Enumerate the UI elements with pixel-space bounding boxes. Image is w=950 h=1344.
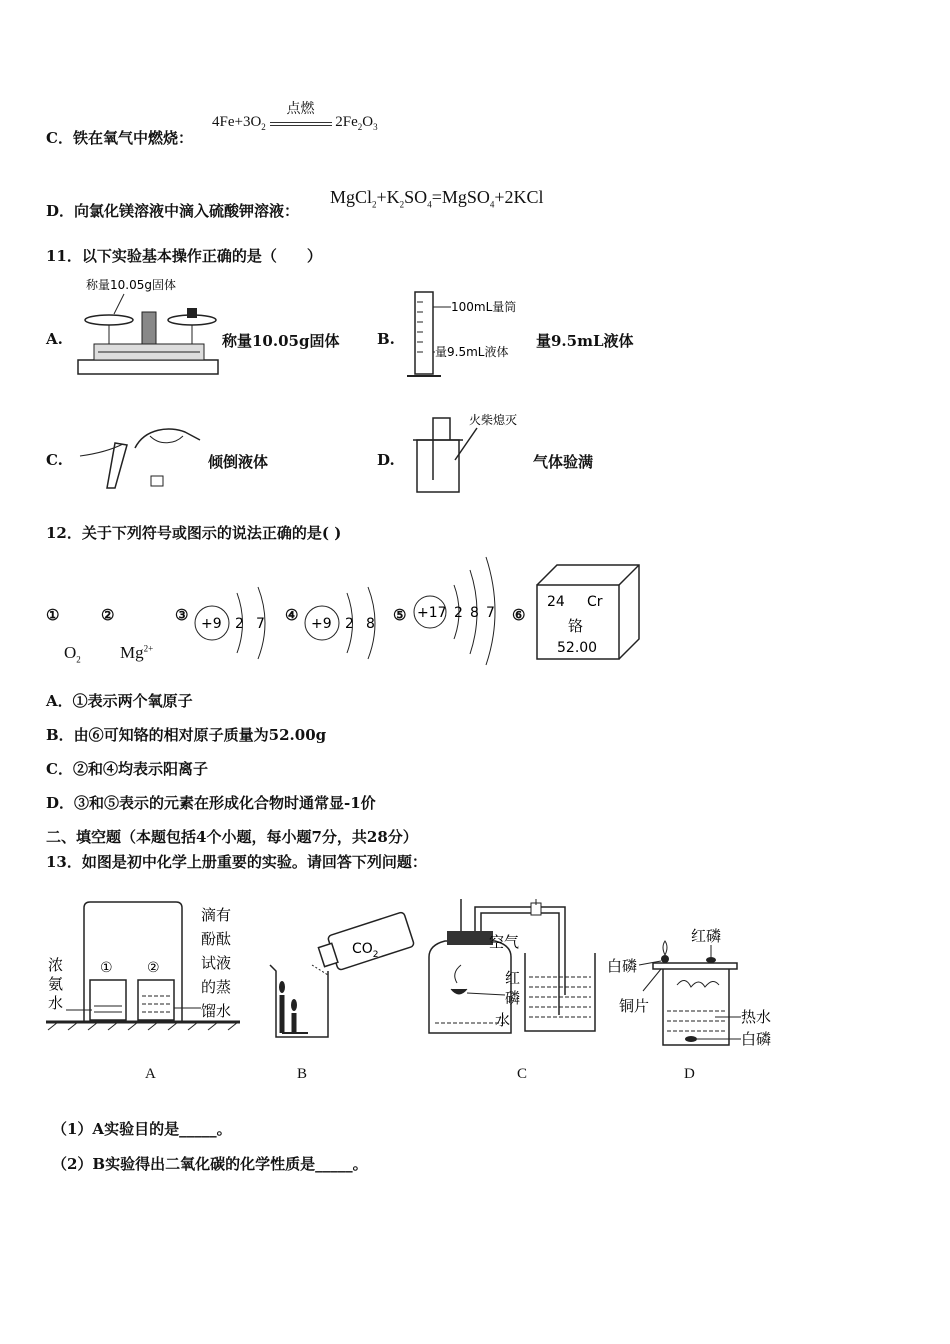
- svg-text:2: 2: [235, 616, 244, 632]
- atom-structure-5: [410, 555, 510, 665]
- q13-sub-question-1: （1）A实验目的是_____。: [52, 1120, 232, 1138]
- pouring-liquid-figure: [75, 418, 205, 493]
- svg-text:7: 7: [256, 616, 265, 632]
- svg-text:铬: 铬: [568, 617, 584, 635]
- q12-symbol-o2: $O_2$: [64, 643, 81, 665]
- svg-text:水: 水: [48, 994, 64, 1012]
- svg-text:白磷: 白磷: [741, 1030, 772, 1048]
- figure-d-combustion-conditions: [605, 925, 780, 1050]
- q12-option-c: C．②和④均表示阳离子: [46, 760, 208, 778]
- svg-text:①: ①: [100, 960, 113, 976]
- q10-option-d-label: D．向氯化镁溶液中滴入硫酸钾溶液：: [46, 202, 300, 220]
- q12-item-4-number: ④: [285, 606, 299, 624]
- svg-text:红: 红: [505, 969, 521, 987]
- q11-option-d-text: 气体验满: [533, 453, 594, 471]
- q12-option-a: A．①表示两个氧原子: [46, 692, 193, 710]
- figure-d-caption: D: [684, 1066, 695, 1082]
- co2-label: $CO_2$: [352, 941, 379, 960]
- eq-condition: 点燃: [270, 114, 332, 126]
- q12-symbol-mg: $Mg^{2+}$: [120, 643, 154, 662]
- svg-text:试液: 试液: [201, 954, 232, 972]
- q12-item-2-number: ②: [101, 606, 115, 624]
- graduated-cylinder-figure: [405, 288, 540, 383]
- q13-sub-question-2: （2）B实验得出二氧化碳的化学性质是_____。: [52, 1155, 368, 1173]
- figure-a-caption: A: [145, 1066, 156, 1082]
- svg-text:8: 8: [470, 605, 479, 621]
- q11-option-b-letter: B.: [377, 330, 395, 348]
- figure-c-caption: C: [517, 1066, 528, 1082]
- section-2-heading: 二、填空题（本题包括4个小题，每小题7分，共28分）: [46, 828, 418, 846]
- svg-text:+9: +9: [311, 616, 332, 632]
- atom-structure-3: [192, 585, 272, 655]
- svg-text:8: 8: [366, 616, 375, 632]
- q12-item-1-number: ①: [46, 606, 60, 624]
- q10-option-d-equation: $MgCl_2+K_2SO_4=MgSO_4+2KCl$: [330, 187, 544, 210]
- q11-option-a-text: 称量10.05g固体: [222, 332, 340, 350]
- figure-c-oxygen-content: [425, 895, 605, 1040]
- element-cell-chromium: [535, 563, 645, 663]
- q12-option-b: B．由⑥可知铬的相对原子质量为52.00g: [46, 726, 327, 744]
- svg-text:水: 水: [495, 1011, 511, 1029]
- svg-text:Cr: Cr: [587, 594, 603, 610]
- q11-stem: 11．以下实验基本操作正确的是（ ）: [46, 247, 322, 265]
- svg-text:氨: 氨: [48, 975, 64, 993]
- svg-text:热水: 热水: [741, 1008, 772, 1026]
- svg-text:滴有: 滴有: [201, 906, 232, 924]
- svg-text:2: 2: [345, 616, 354, 632]
- q11-option-d-letter: D.: [377, 451, 395, 469]
- svg-text:+17: +17: [417, 605, 447, 621]
- svg-text:2: 2: [454, 605, 463, 621]
- gas-full-test-figure: [405, 410, 535, 495]
- eq-right: 2Fe: [335, 114, 358, 130]
- svg-text:磷: 磷: [505, 989, 521, 1007]
- balance-figure: [74, 272, 224, 382]
- svg-text:馏水: 馏水: [201, 1002, 232, 1020]
- q10-option-c-equation: $4Fe+3O_2$ 点燃 $2Fe_2O_3$: [212, 101, 378, 132]
- svg-text:+9: +9: [201, 616, 222, 632]
- q11-option-b-text: 量9.5mL液体: [536, 332, 634, 350]
- svg-text:空气: 空气: [489, 933, 520, 951]
- svg-text:铜片: 铜片: [619, 997, 650, 1015]
- q12-item-3-number: ③: [175, 606, 189, 624]
- svg-text:酚酞: 酚酞: [201, 930, 232, 948]
- svg-text:红磷: 红磷: [691, 927, 722, 945]
- q12-option-d: D．③和⑤表示的元素在形成化合物时通常显-1价: [46, 794, 376, 812]
- svg-text:②: ②: [147, 960, 160, 976]
- q11-option-c-text: 倾倒液体: [208, 453, 269, 471]
- svg-text:52.00: 52.00: [557, 640, 598, 656]
- q13-stem: 13．如图是初中化学上册重要的实验。请回答下列问题：: [46, 853, 427, 871]
- q12-item-5-number: ⑤: [393, 606, 407, 624]
- cylinder-label: 100mL量筒: [451, 300, 517, 314]
- svg-text:7: 7: [486, 605, 495, 621]
- match-label: 火柴熄灭: [469, 413, 518, 427]
- svg-text:白磷: 白磷: [607, 957, 638, 975]
- atom-structure-4: [302, 585, 382, 655]
- figure-b-co2-candles: [268, 905, 418, 1045]
- cylinder-volume-label: 量9.5mL液体: [435, 345, 509, 359]
- svg-text:的蒸: 的蒸: [201, 978, 232, 996]
- figure-b-caption: B: [297, 1066, 308, 1082]
- balance-label: 称量10.05g固体: [86, 278, 176, 292]
- q11-option-a-letter: A.: [46, 330, 63, 348]
- q10-option-c-label: C．铁在氧气中燃烧：: [46, 129, 193, 147]
- svg-text:24: 24: [547, 594, 565, 610]
- q12-item-6-number: ⑥: [512, 606, 526, 624]
- q11-option-c-letter: C.: [46, 451, 63, 469]
- svg-text:浓: 浓: [48, 956, 64, 974]
- figure-a-ammonia-diffusion: [46, 900, 246, 1040]
- q12-stem: 12．关于下列符号或图示的说法正确的是( ): [46, 524, 342, 542]
- eq-left: 4Fe+3O: [212, 114, 262, 130]
